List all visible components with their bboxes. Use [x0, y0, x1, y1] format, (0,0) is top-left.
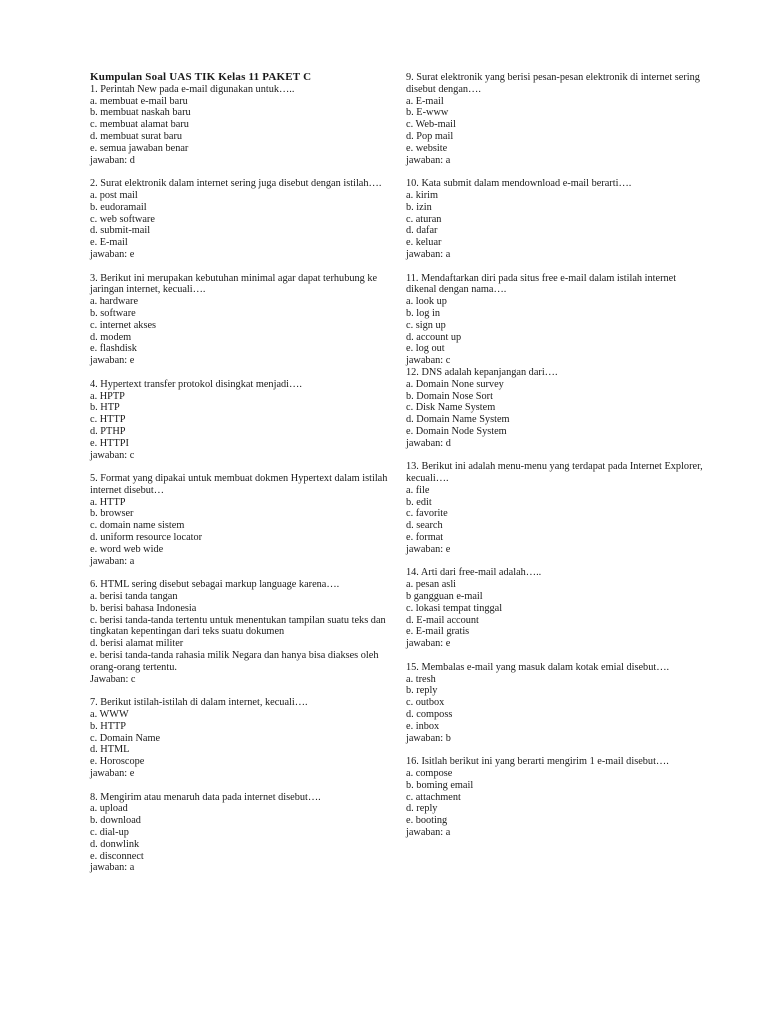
answer-option: e. flashdisk — [90, 343, 137, 355]
answer-option: a. HPTP — [90, 390, 125, 402]
answer-option: e. semua jawaban benar — [90, 142, 189, 154]
answer-key: jawaban: e — [406, 543, 451, 555]
answer-option: a. post mail — [90, 189, 138, 201]
answer-key: Jawaban: c — [90, 673, 136, 685]
question-block — [90, 697, 390, 780]
answer-option: d. donwlink — [90, 838, 140, 850]
document-title: Kumpulan Soal UAS TIK Kelas 11 PAKET C — [90, 71, 312, 83]
answer-option: e. HTTPI — [90, 437, 129, 449]
answer-key: jawaban: c — [90, 449, 135, 461]
answer-key: jawaban: e — [90, 768, 135, 780]
question-block — [406, 178, 706, 261]
question-text: 15. Membalas e-mail yang masuk dalam kotak emial disebut…. — [406, 661, 670, 673]
answer-key: jawaban: a — [90, 862, 135, 874]
answer-option: d. submit-mail — [90, 225, 151, 237]
answer-option: d. HTML — [90, 744, 130, 756]
answer-option: c. Disk Name System — [406, 402, 496, 414]
answer-option: b. log in — [406, 307, 441, 319]
answer-option: a. pesan asli — [406, 579, 457, 591]
question-block — [90, 473, 390, 567]
question-block — [90, 178, 390, 261]
answer-key: jawaban: a — [406, 827, 451, 838]
answer-option: b. browser — [90, 508, 134, 520]
answer-option: e. log out — [406, 343, 445, 355]
answer-option: e. keluar — [406, 237, 442, 249]
question-block — [406, 367, 706, 450]
answer-option: a. WWW — [90, 709, 129, 721]
answer-option: b. download — [90, 815, 141, 827]
answer-option: a. E-mail — [406, 95, 444, 107]
question-text: 9. Surat elektronik yang berisi pesan-pesan elektronik di internet sering disebut dengan…. — [406, 72, 703, 95]
question-text: 12. DNS adalah kepanjangan dari…. — [406, 366, 558, 378]
left-column — [90, 72, 390, 886]
answer-option: a. berisi tanda tangan — [90, 591, 178, 603]
answer-option: e. format — [406, 532, 444, 544]
answer-option: b. eudoramail — [90, 201, 147, 213]
answer-option: c. HTTP — [90, 414, 126, 426]
question-block — [90, 273, 390, 367]
answer-option: e. Domain Node System — [406, 425, 507, 437]
answer-option: d. PTHP — [90, 425, 126, 437]
answer-option: a. kirim — [406, 189, 439, 201]
answer-option: a. tresh — [406, 673, 436, 685]
question-text: 2. Surat elektronik dalam internet sering juga disebut dengan istilah…. — [90, 178, 382, 190]
question-block — [406, 567, 706, 650]
answer-option: a. upload — [90, 803, 128, 815]
answer-key: jawaban: e — [90, 248, 135, 260]
answer-option: c. berisi tanda-tanda tertentu untuk menentukan tampilan suatu teks dan tingkatan kepentingan dari teks suatu dokumen — [90, 614, 389, 638]
right-question-list — [406, 72, 706, 839]
answer-option: d. Domain Name System — [406, 414, 510, 426]
answer-option: b. software — [90, 307, 136, 319]
question-text: 11. Mendaftarkan diri pada situs free e-mail dalam istilah internet dikenal dengan nama…. — [406, 272, 679, 296]
answer-option: a. membuat e-mail baru — [90, 95, 188, 107]
answer-key: jawaban: a — [406, 154, 451, 166]
answer-option: a. HTTP — [90, 496, 126, 508]
answer-option: c. Web-mail — [406, 119, 456, 131]
answer-option: c. dial-up — [90, 827, 129, 838]
question-block — [90, 379, 390, 462]
answer-option: e. word web wide — [90, 543, 164, 555]
answer-option: b. membuat naskah baru — [90, 107, 191, 119]
answer-option: c. Domain Name — [90, 732, 161, 744]
answer-option: c. web software — [90, 213, 155, 225]
answer-option: e. website — [406, 142, 448, 154]
answer-option: b. edit — [406, 496, 432, 508]
question-text: 14. Arti dari free-mail adalah….. — [406, 567, 542, 579]
question-text: 6. HTML sering disebut sebagai markup language karena…. — [90, 579, 340, 591]
answer-key: jawaban: c — [406, 355, 451, 367]
question-text: 8. Mengirim atau menaruh data pada internet disebut…. — [90, 791, 321, 803]
question-block — [90, 792, 390, 875]
answer-option: b. HTTP — [90, 720, 127, 732]
answer-option: e. inbox — [406, 720, 440, 732]
answer-option: d. E-mail account — [406, 614, 479, 626]
answer-option: d. composs — [406, 709, 453, 721]
answer-option: d. reply — [406, 803, 438, 815]
question-block — [406, 273, 706, 367]
answer-option: e. booting — [406, 815, 448, 827]
question-text: 5. Format yang dipakai untuk membuat dokmen Hypertext dalam istilah internet disebut… — [90, 473, 390, 496]
answer-option: d. modem — [90, 331, 132, 343]
answer-option: d. berisi alamat militer — [90, 638, 184, 650]
answer-option: c. attachment — [406, 791, 461, 803]
answer-option: a. look up — [406, 296, 447, 308]
question-block — [406, 72, 706, 166]
answer-key: jawaban: e — [90, 355, 135, 367]
answer-option: b gangguan e-mail — [406, 591, 483, 603]
question-text: 16. Isitlah berikut ini yang berarti mengirim 1 e-mail disebut…. — [406, 756, 669, 768]
answer-option: b. izin — [406, 201, 432, 213]
question-block — [406, 662, 706, 745]
answer-key: jawaban: a — [90, 555, 135, 567]
answer-key: jawaban: b — [406, 732, 451, 744]
answer-key: jawaban: d — [90, 154, 135, 166]
answer-option: b. HTP — [90, 402, 120, 414]
question-text: 7. Berikut istilah-istilah di dalam internet, kecuali…. — [90, 697, 308, 709]
question-text: 10. Kata submit dalam mendownload e-mail berarti…. — [406, 178, 632, 190]
answer-option: b. reply — [406, 685, 438, 697]
answer-key: jawaban: d — [406, 437, 451, 449]
answer-option: e. E-mail gratis — [406, 626, 470, 638]
answer-option: d. search — [406, 520, 443, 532]
answer-option: e. disconnect — [90, 850, 144, 862]
answer-option: c. domain name sistem — [90, 520, 185, 532]
answer-option: a. hardware — [90, 296, 139, 308]
answer-option: b. berisi bahasa Indonesia — [90, 602, 197, 614]
answer-option: e. E-mail — [90, 237, 128, 249]
answer-option: c. membuat alamat baru — [90, 119, 189, 131]
answer-option: c. aturan — [406, 213, 442, 225]
answer-option: c. outbox — [406, 697, 445, 709]
answer-option: a. file — [406, 484, 430, 496]
answer-option: b. boming email — [406, 779, 474, 791]
answer-option: a. compose — [406, 768, 453, 780]
answer-option: d. uniform resource locator — [90, 532, 203, 544]
answer-option: d. Pop mail — [406, 130, 454, 142]
answer-option: a. Domain None survey — [406, 378, 504, 390]
question-block — [406, 461, 706, 555]
answer-option: c. sign up — [406, 319, 446, 331]
answer-option: b. E-www — [406, 107, 449, 119]
right-column — [406, 72, 706, 851]
answer-option: d. account up — [406, 331, 462, 343]
answer-option: e. Horoscope — [90, 756, 145, 768]
question-text: 13. Berikut ini adalah menu-menu yang terdapat pada Internet Explorer, kecuali…. — [406, 461, 706, 485]
question-block — [90, 84, 390, 167]
question-text: 1. Perintah New pada e-mail digunakan untuk….. — [90, 83, 295, 95]
question-text: 3. Berikut ini merupakan kebutuhan minimal agar dapat terhubung ke jaringan internet, kecuali…. — [90, 272, 380, 296]
answer-option: c. internet akses — [90, 319, 157, 331]
question-text: 4. Hypertext transfer protokol disingkat menjadi…. — [90, 378, 302, 390]
answer-option: b. Domain Nose Sort — [406, 390, 493, 402]
answer-option: e. berisi tanda-tanda rahasia milik Negara dan hanya bisa diakses oleh orang-orang tertentu. — [90, 650, 382, 673]
answer-option: c. lokasi tempat tinggal — [406, 602, 503, 614]
question-block — [406, 756, 706, 839]
left-question-list — [90, 84, 390, 874]
answer-key: jawaban: a — [406, 248, 451, 260]
answer-key: jawaban: e — [406, 638, 451, 650]
answer-option: d. dafar — [406, 225, 438, 237]
question-block — [90, 579, 390, 685]
answer-option: d. membuat surat baru — [90, 130, 183, 142]
answer-option: c. favorite — [406, 508, 448, 520]
